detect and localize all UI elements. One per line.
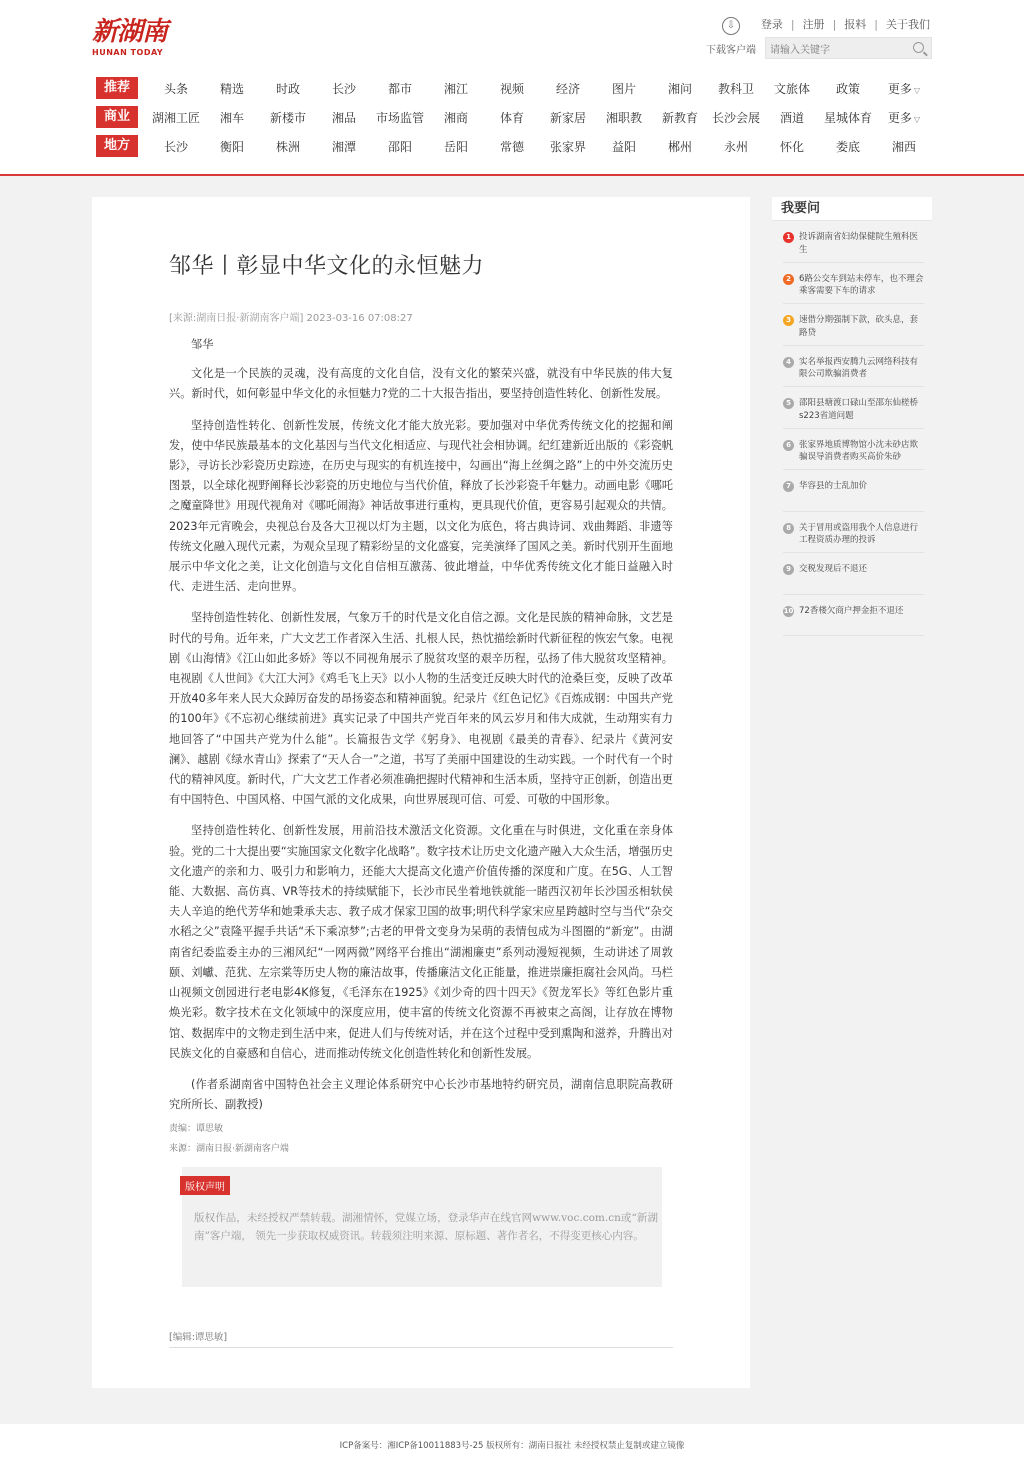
nav-item[interactable] <box>820 109 876 126</box>
nav-item[interactable] <box>372 138 428 155</box>
link-separator: | <box>790 17 795 31</box>
article-paragraph: 坚持创造性转化、创新性发展，气象万千的时代是文化自信之源。文化是民族的精神命脉，文艺是时代的号角。近年来，广大文艺工作者深入生活、扎根人民，热忱描绘新时代新征程的恢宏气象。电视剧《山海情》《江山如此多娇》等以不同视角展示了脱贫攻坚的艰辛历程，弘扬了伟大脱贫攻坚精神。电视剧《人世间》《大江大河》《鸡毛飞上天》以小人物的生活变迁反映大时代的沧桑巨变，反映了改革开放40多年来人民大众踔厉奋发的昂扬姿态和精神面貌。纪录片《红色记忆》《百炼成钢：中国共产党的100年》《不忘初心继续前进》真实记录了中国共产党百年来的风云岁月和伟大成就，生动翔实有力地回答了“中国共产党为什么能”。长篇报告文学《躬身》、电视剧《最美的青春》、纪录片《黄河安澜》、越剧《绿水青山》探索了“天人合一”之道，书写了美丽中国建设的生动实践。一个时代有一个时代的精神风度。新时代，广大文艺工作者必须准确把握时代精神和生活本质，坚持守正创新，创造出更有中国特色、中国风格、中国气派的文化成果，向世界展现可信、可爱、可敬的中国形象。 <box>169 611 673 807</box>
nav-item[interactable] <box>596 109 652 126</box>
nav-item[interactable] <box>652 138 708 155</box>
editor-note: [编辑:谭思敏] <box>169 1332 228 1343</box>
link-separator: | <box>874 17 878 31</box>
question-list-item[interactable] <box>783 429 924 471</box>
question-list-item[interactable] <box>783 595 924 637</box>
sidebar-title: 我要问 <box>772 197 932 221</box>
nav-item[interactable] <box>484 80 540 97</box>
nav-item-label: 酒道 <box>779 110 804 125</box>
nav-item-label: 湘西 <box>891 139 916 154</box>
nav-item[interactable] <box>764 80 820 97</box>
top-links <box>761 16 930 32</box>
download-client[interactable] <box>704 17 758 56</box>
sidebar-questions <box>772 197 932 636</box>
nav-item[interactable] <box>876 138 932 155</box>
chevron-down-icon: ▽ <box>913 85 921 95</box>
login-link[interactable]: 登录 <box>760 18 783 31</box>
nav-item[interactable] <box>148 80 204 97</box>
nav-item[interactable] <box>484 109 540 126</box>
nav-item-label: 政策 <box>835 81 860 96</box>
question-title: 交税发现后不退还 <box>799 564 868 574</box>
question-title: 实名举报西安腾九云网络科技有限公司欺骗消费者 <box>799 356 919 379</box>
rank-number-badge: 8 <box>783 523 794 534</box>
nav-category-label[interactable]: 地方 <box>96 135 138 157</box>
nav-item[interactable] <box>708 109 764 126</box>
nav-item-label: 张家界 <box>549 139 586 154</box>
nav-category-label[interactable]: 推荐 <box>96 77 138 99</box>
question-list-item[interactable] <box>783 346 924 388</box>
nav-item[interactable] <box>260 138 316 155</box>
nav-item[interactable] <box>204 109 260 126</box>
question-list <box>772 221 932 636</box>
article-title: 邹华丨彰显中华文化的永恒魅力 <box>169 254 485 279</box>
site-header <box>0 0 1024 176</box>
nav-item[interactable] <box>260 109 316 126</box>
nav-item-label: 湘商 <box>443 110 468 125</box>
nav-item-label: 体育 <box>499 110 524 125</box>
nav-item[interactable] <box>652 80 708 97</box>
rank-number-badge: 1 <box>783 232 794 243</box>
rank-number-badge: 3 <box>783 315 794 326</box>
copyright-text: 版权作品，未经授权严禁转载。湖湘情怀，党媒立场，登录华声在线官网www.voc.com.cn或“新湖南”客户端， 领先一步获取权威资讯。转载须注明来源、原标题、著作者名，不得变更核心内容。 <box>194 1212 658 1242</box>
rank-number-badge: 5 <box>783 398 794 409</box>
link-separator: | <box>832 17 837 31</box>
nav-item-label: 益阳 <box>611 139 636 154</box>
nav-item[interactable] <box>148 138 204 155</box>
article-source: 来源：湖南日报·新湖南客户端 <box>169 1144 289 1154</box>
copyright-notice <box>182 1167 662 1287</box>
rank-number-badge: 6 <box>783 440 794 451</box>
copyright-badge: 版权声明 <box>180 1176 230 1195</box>
nav-item-label: 湘问 <box>667 81 692 96</box>
nav-item-label: 文旅体 <box>773 81 810 96</box>
nav-item-label: 图片 <box>611 81 636 96</box>
article-author: 邹华 <box>191 338 214 351</box>
nav-item-label: 湘潭 <box>331 139 356 154</box>
nav-more-dropdown[interactable] <box>876 109 932 126</box>
article-meta: [来源:湖南日报·新湖南客户端] 2023-03-16 07:08:27 <box>169 313 413 324</box>
article-paragraph: 文化是一个民族的灵魂，没有高度的文化自信，没有文化的繁荣兴盛，就没有中华民族的伟大复兴。新时代，如何彰显中华文化的永恒魅力?党的二十大报告指出，要坚持创造性转化、创新性发展。 <box>169 367 673 401</box>
nav-item-label: 长沙 <box>331 81 356 96</box>
logo-english: HUNAN TODAY <box>92 48 164 57</box>
report-link[interactable]: 报料 <box>844 18 867 31</box>
search-input[interactable] <box>766 41 906 61</box>
nav-item[interactable] <box>372 80 428 97</box>
nav-item-label: 经济 <box>555 81 580 96</box>
nav-row-local <box>96 135 936 157</box>
rank-number-badge: 9 <box>783 564 794 575</box>
nav-item-label: 湘职教 <box>605 110 642 125</box>
nav-item[interactable] <box>820 80 876 97</box>
nav-item-label: 长沙 <box>163 139 188 154</box>
register-link[interactable]: 注册 <box>802 18 825 31</box>
nav-more-label: 更多 <box>887 81 912 96</box>
footer-text: ICP备案号：湘ICP备10011883号-25 版权所有：湖南日报社 未经授权禁止复制或建立镜像 <box>339 1441 685 1451</box>
nav-item[interactable] <box>764 109 820 126</box>
download-icon: ⇩ <box>722 17 740 35</box>
nav-more-label: 更多 <box>887 110 912 125</box>
nav-item[interactable] <box>540 138 596 155</box>
nav-item[interactable] <box>708 80 764 97</box>
nav-item[interactable] <box>764 138 820 155</box>
nav-item[interactable] <box>428 109 484 126</box>
nav-row-recommend <box>96 77 936 99</box>
site-footer <box>0 1424 1024 1475</box>
nav-item[interactable] <box>316 109 372 126</box>
nav-item-label: 都市 <box>387 81 412 96</box>
nav-item-label: 教科卫 <box>717 81 754 96</box>
nav-item-label: 头条 <box>163 81 188 96</box>
question-title: 关于冒用或盗用我个人信息进行工程资质办理的投诉 <box>799 522 919 545</box>
nav-item-label: 株洲 <box>275 139 300 154</box>
nav-item-label: 新教育 <box>661 110 698 125</box>
nav-item-label: 娄底 <box>835 139 860 154</box>
nav-item[interactable] <box>708 138 764 155</box>
nav-item-label: 新楼市 <box>269 110 306 125</box>
nav-item[interactable] <box>820 138 876 155</box>
question-title: 6路公交车到站未停车，也不理会乘客需要下车的请求 <box>799 273 924 296</box>
chevron-down-icon: ▽ <box>913 114 921 124</box>
nav-item-label: 邵阳 <box>387 139 412 154</box>
download-label: 下载客户端 <box>706 45 756 56</box>
question-title: 张家界地质博物馆小沈未砂店欺骗误导消费者购买高价朱砂 <box>799 439 919 462</box>
question-title: 投诉湖南省妇幼保健院生殖科医生 <box>799 232 919 255</box>
site-logo[interactable] <box>92 16 182 62</box>
question-list-item[interactable] <box>783 304 924 346</box>
question-list-item[interactable] <box>783 553 924 595</box>
article-paragraph: 坚持创造性转化、创新性发展，传统文化才能大放光彩。要加强对中华优秀传统文化的挖掘和阐发，使中华民族最基本的文化基因与当代文化相适应、与现代社会相协调。纪红建新近出版的《彩瓷帆影》，寻访长沙彩瓷历史踪迹，在历史与现实的有机连接中，勾画出“海上丝绸之路”上的中外交流历史图景，以全球化视野阐释长沙彩瓷的历史地位与当代价值，释放了长沙彩瓷千年魅力。动画电影《哪吒之魔童降世》用现代视角对《哪吒闹海》神话故事进行重构，更具现代价值，更容易引起观众的共情。2023年元宵晚会，央视总台及各大卫视以灯为主题，以文化为底色，将古典诗词、戏曲舞蹈、非遗等传统文化融入现代元素，为观众呈现了精彩纷呈的文化盛宴，完美演绎了国风之美。新时代别开生面地展示中华文化之美，让文化创造与文化自信相互激荡、彼此增益，中华优秀传统文化才能日益融入时代、走进生活、走向世界。 <box>169 418 673 594</box>
nav-item-label: 怀化 <box>779 139 804 154</box>
article-author-bio: (作者系湖南省中国特色社会主义理论体系研究中心长沙市基地特约研究员，湖南信息职院高教研究所所长、副教授) <box>169 1077 673 1112</box>
about-link[interactable]: 关于我们 <box>886 18 930 31</box>
question-list-item[interactable] <box>783 512 924 554</box>
rank-number-badge: 2 <box>783 274 794 285</box>
responsible-editor: 责编：谭思敏 <box>169 1124 224 1134</box>
question-list-item[interactable] <box>783 263 924 305</box>
nav-item[interactable] <box>540 80 596 97</box>
search-box <box>765 37 932 59</box>
nav-more-dropdown[interactable] <box>876 80 932 97</box>
nav-item[interactable] <box>596 80 652 97</box>
nav-item-label: 精选 <box>219 81 244 96</box>
nav-item[interactable] <box>260 80 316 97</box>
nav-item[interactable] <box>428 138 484 155</box>
nav-item-label: 湘品 <box>331 110 356 125</box>
nav-item[interactable] <box>316 80 372 97</box>
nav-row-business <box>96 106 936 128</box>
nav-item[interactable] <box>540 109 596 126</box>
rank-number-badge: 10 <box>783 606 794 615</box>
logo-chinese: 新湖南 <box>92 17 168 47</box>
nav-item-label: 湖湘工匠 <box>151 110 200 125</box>
nav-item[interactable] <box>428 80 484 97</box>
nav-category-label[interactable]: 商业 <box>96 106 138 128</box>
nav-item[interactable] <box>204 80 260 97</box>
nav-item-label: 常德 <box>499 139 524 154</box>
article-paragraph: 坚持创造性转化、创新性发展，用前沿技术激活文化资源。文化重在与时俱进，文化重在亲身体验。党的二十大提出要“实施国家文化数字化战略”。数字技术让历史文化遗产融入大众生活，增强历史文化遗产的亲和力、吸引力和影响力，还能大大提高文化遗产价值传播的深度和广度。在5G、人工智能、大数据、高仿真、VR等技术的持续赋能下，长沙市民坐着地铁就能一睹西汉初年长沙国丞相轪侯夫人辛追的绝代芳华和她秉承夫志、教子成才保家卫国的故事;明代科学家宋应星跨越时空与当代“杂交水稻之父”袁隆平握手共话“禾下乘凉梦”;古老的甲骨文变身为呆萌的表情包成为斗图圈的“新宠”。由湖南省纪委监委主办的三湘风纪“一网两微”网络平台推出“湖湘廉吏”系列动漫短视频，生动讲述了周敦颐、刘巘、范犹、左宗棠等历史人物的廉洁故事，传播廉洁文化正能量，推进崇廉拒腐社会风尚。马栏山视频文创园进行老电影4K修复，《毛泽东在1925》《刘少奇的四十四天》《贺龙军长》等红色影片重焕光彩。数字技术在文化领域中的深度应用，使丰富的传统文化资源不再被束之高阁，让存放在博物馆、数据库中的文物走到生活中来，促进人们与传统对话，并在这个过程中受到熏陶和滋养，升腾出对民族文化的自豪感和自信心，进而推动传统文化创造性转化和创新性发展。 <box>169 824 673 1060</box>
nav-item-label: 长沙会展 <box>711 110 760 125</box>
question-title: 速借分期强制下款，砍头息，套路贷 <box>799 315 919 338</box>
nav-item[interactable] <box>484 138 540 155</box>
nav-item-label: 湘车 <box>219 110 244 125</box>
nav-item[interactable] <box>148 109 204 126</box>
question-title: 72香楼欠商户押金拒不退还 <box>799 605 904 616</box>
nav-item-label: 岳阳 <box>443 139 468 154</box>
question-list-item[interactable] <box>783 221 924 263</box>
article-container <box>92 197 750 1388</box>
nav-item[interactable] <box>652 109 708 126</box>
rank-number-badge: 7 <box>783 481 794 492</box>
question-list-item[interactable] <box>783 387 924 429</box>
nav-item-label: 衡阳 <box>219 139 244 154</box>
nav-item-label: 新家居 <box>549 110 586 125</box>
nav-item[interactable] <box>204 138 260 155</box>
nav-item[interactable] <box>372 109 428 126</box>
article-body <box>169 335 673 1126</box>
nav-item-label: 郴州 <box>667 139 692 154</box>
question-title: 邵阳县塘渡口碌山至邵东仙槎桥s223省道问题 <box>799 398 919 421</box>
nav-item-label: 市场监管 <box>375 110 424 125</box>
nav-item-label: 永州 <box>723 139 748 154</box>
nav-item-label: 时政 <box>275 81 300 96</box>
rank-number-badge: 4 <box>783 357 794 368</box>
divider <box>169 1347 673 1348</box>
question-list-item[interactable] <box>783 470 924 512</box>
question-title: 华容县的士乱加价 <box>799 481 868 491</box>
nav-item[interactable] <box>316 138 372 155</box>
search-icon[interactable] <box>913 42 924 53</box>
nav-item-label: 视频 <box>499 81 524 96</box>
nav-item-label: 星城体育 <box>823 110 872 125</box>
nav-item-label: 湘江 <box>443 81 468 96</box>
nav-item[interactable] <box>596 138 652 155</box>
